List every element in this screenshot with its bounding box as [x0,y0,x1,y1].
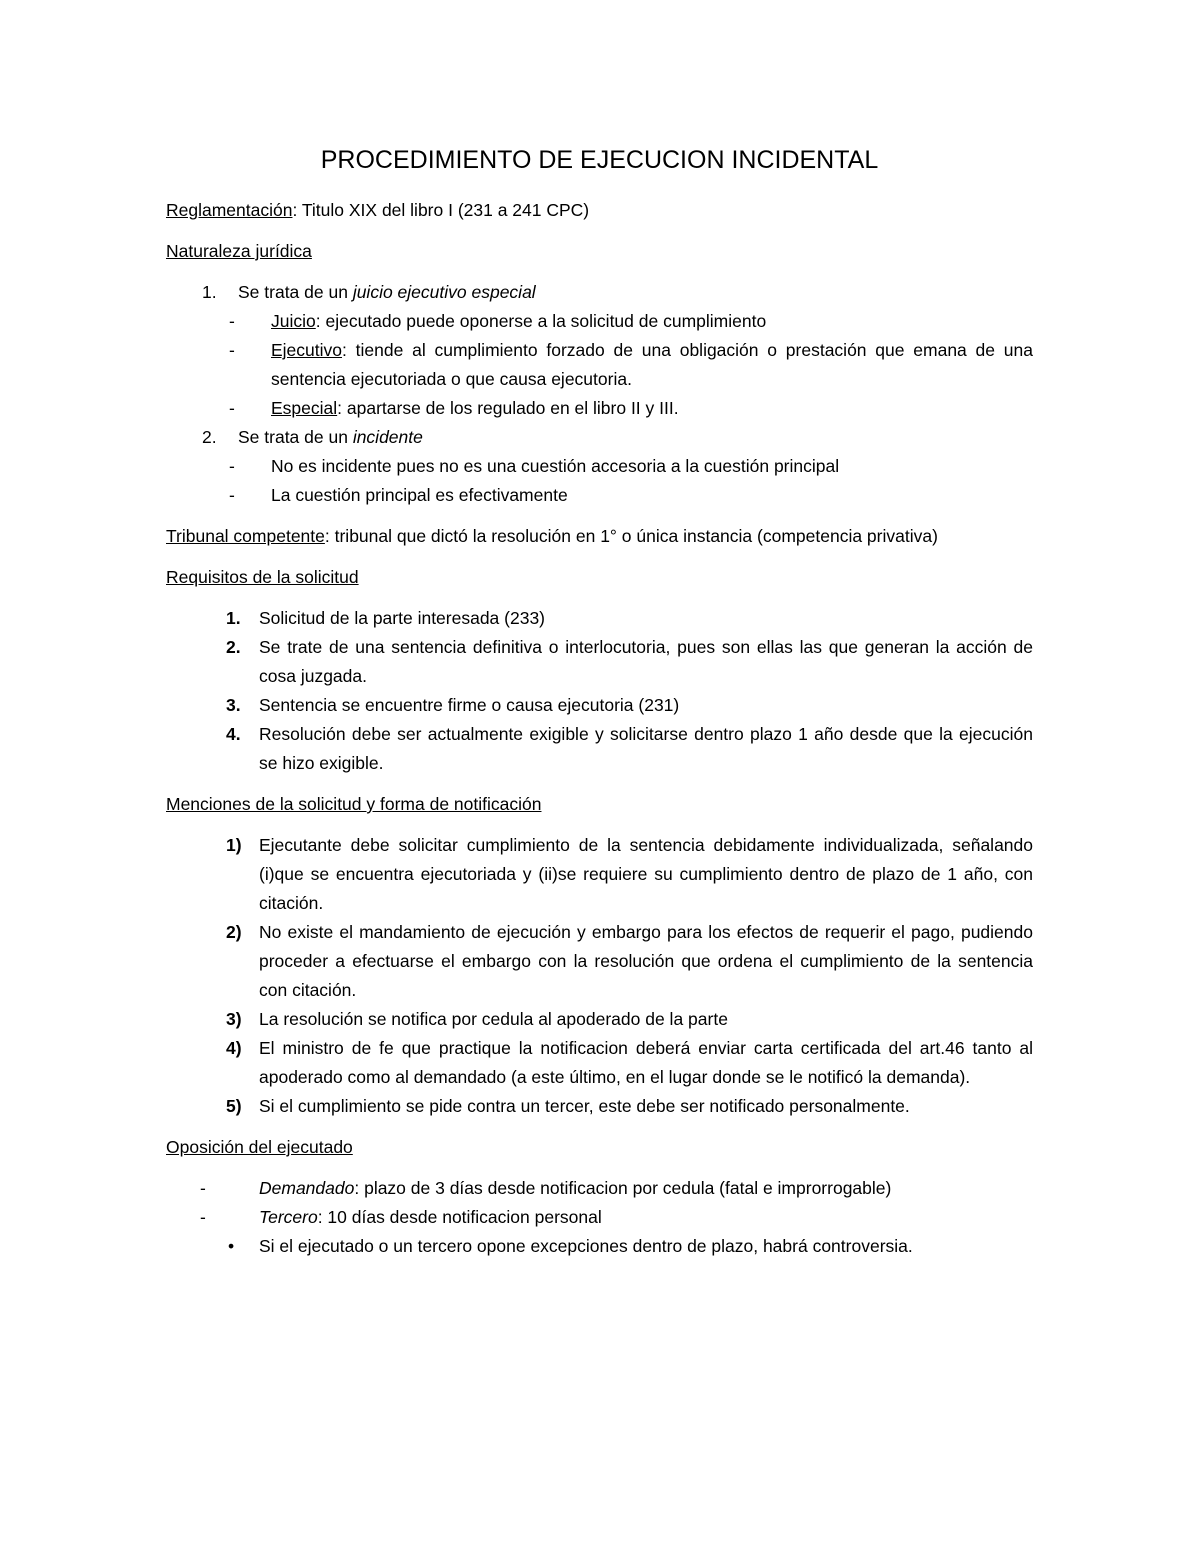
list-item: 5) Si el cumplimiento se pide contra un tercer, este debe ser notificado personalmente. [226,1096,910,1116]
oposicion-heading: Oposición del ejecutado [166,1137,353,1157]
list-subitem: - Juicio: ejecutado puede oponerse a la solicitud de cumplimiento [229,311,767,331]
list-item: - Demandado: plazo de 3 días desde notificacion por cedula (fatal e improrrogable) [200,1178,892,1198]
requisitos-heading: Requisitos de la solicitud [166,567,359,587]
tribunal-label: Tribunal competente [166,526,325,546]
list-item: 2. Se trata de un incidente [202,427,423,447]
reglamentacion-text: : Titulo XIX del libro I (231 a 241 CPC) [292,200,590,220]
list-item: 2. Se trate de una sentencia definitiva o interlocutoria, pues son ellas las que generan la acción de cosa juzgada. [226,637,1033,686]
menciones-heading: Menciones de la solicitud y forma de notificación [166,794,542,814]
reglamentacion-label: Reglamentación [166,200,293,220]
document-body [166,138,1033,1273]
oposicion-list [166,1174,1033,1261]
reglamentacion-paragraph [166,196,1033,225]
tribunal-text: : tribunal que dictó la resolución en 1° o única instancia (competencia privativa) [324,526,938,546]
list-item: 1. Solicitud de la parte interesada (233) [226,608,546,628]
list-item: 4. Resolución debe ser actualmente exigible y solicitarse dentro plazo 1 año desde que la ejecución se hizo exigible. [226,724,1033,773]
list-item: 4) El ministro de fe que practique la notificacion deberá enviar carta certificada del art.46 tanto al apoderado como al demandado (a este último, en el lugar donde se le notificó la demanda). [226,1038,1033,1087]
bullet-item: • Si el ejecutado o un tercero opone excepciones dentro de plazo, habrá controversia. [166,1232,1033,1261]
list-item: 1. Se trata de un juicio ejecutivo especial [202,282,536,302]
list-item: 3) La resolución se notifica por cedula al apoderado de la parte [226,1009,728,1029]
list-subitem: - No es incidente pues no es una cuestión accesoria a la cuestión principal [229,456,840,476]
tribunal-paragraph [166,522,1033,551]
list-subitem: - Ejecutivo: tiende al cumplimiento forzado de una obligación o prestación que emana de una sentencia ejecutoriada o que causa ejecutoria. [229,340,1033,389]
naturaleza-list [166,278,1033,510]
list-item: 1) Ejecutante debe solicitar cumplimiento de la sentencia debidamente individualizada, señalando (i)que se encuentra ejecutoriada y (ii)se requiere su cumplimiento dentro de plazo de 1 año, con citación. [226,835,1033,913]
menciones-list [166,831,1033,1121]
naturaleza-heading: Naturaleza jurídica [166,241,312,261]
list-item: 2) No existe el mandamiento de ejecución y embargo para los efectos de requerir el pago, pudiendo proceder a efectuarse el embargo con la resolución que ordena el cumplimiento de la sentencia con citación. [226,922,1033,1000]
list-item: - Tercero: 10 días desde notificacion personal [200,1207,602,1227]
bullet-icon: • [228,1236,235,1256]
document-title: PROCEDIMIENTO DE EJECUCION INCIDENTAL [320,146,879,174]
list-subitem: - La cuestión principal es efectivamente [229,485,568,505]
list-subitem: - Especial: apartarse de los regulado en el libro II y III. [229,398,679,418]
requisitos-list [166,604,1033,778]
list-item: 3. Sentencia se encuentre firme o causa ejecutoria (231) [226,695,680,715]
